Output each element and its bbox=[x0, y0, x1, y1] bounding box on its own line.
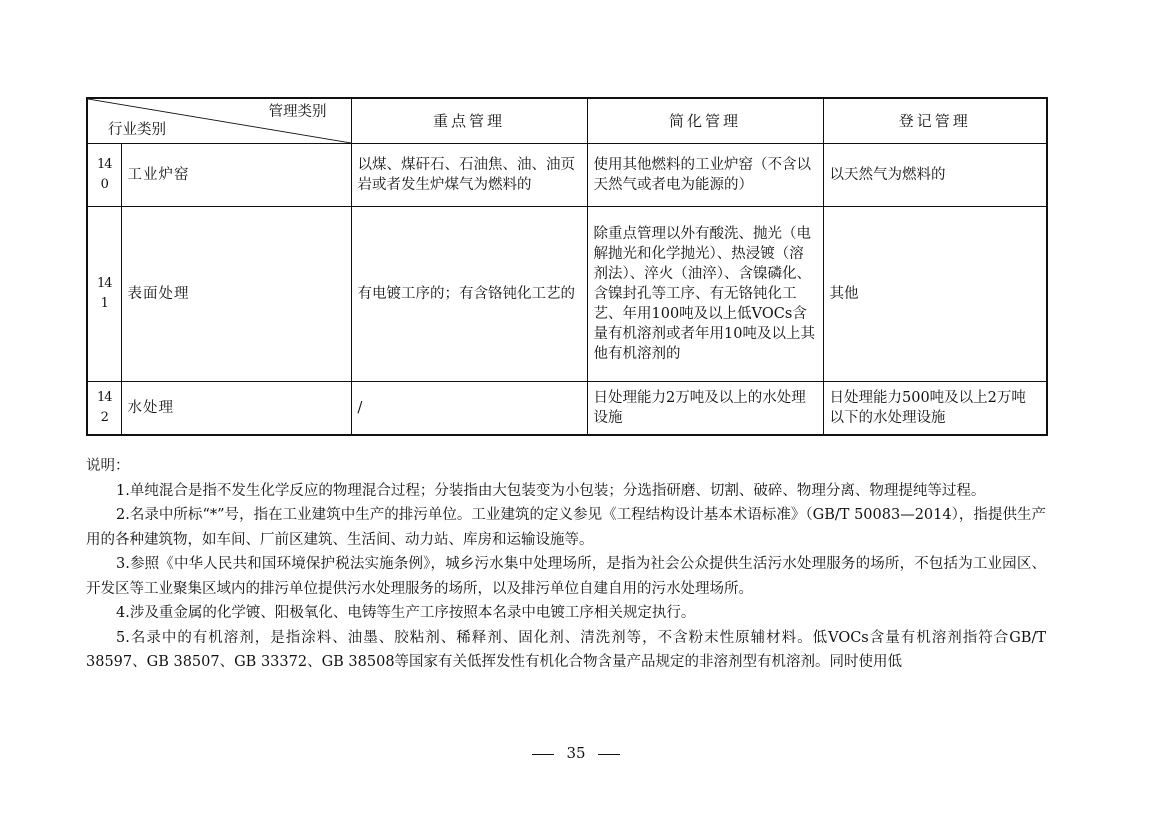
key-management-cell: / bbox=[351, 382, 587, 436]
simplified-management-header: 简化管理 bbox=[587, 98, 823, 144]
row-number: 140 bbox=[87, 144, 121, 207]
industry-name: 水处理 bbox=[121, 382, 351, 436]
pollutant-permit-table bbox=[86, 97, 1048, 436]
table-header-row bbox=[87, 98, 1047, 144]
simplified-management-cell: 除重点管理以外有酸洗、抛光（电解抛光和化学抛光）、热浸镀（溶剂法）、淬火（油淬）、含镍磷化、含镍封孔等工序、有无铬钝化工艺、年用100吨及以上低VOCs含量有机溶剂或者年用10吨及以上其他有机溶剂的 bbox=[587, 207, 823, 382]
page-number: 35 bbox=[566, 744, 586, 762]
row-number: 141 bbox=[87, 207, 121, 382]
diagonal-header-cell bbox=[87, 98, 351, 144]
industry-name: 工业炉窑 bbox=[121, 144, 351, 207]
industry-category-label: 行业类别 bbox=[108, 122, 166, 138]
registration-management-cell: 以天然气为燃料的 bbox=[823, 144, 1047, 207]
note-paragraph-1: 1.单纯混合是指不发生化学反应的物理混合过程；分装指由大包装变为小包装；分选指研磨、切割、破碎、物理分离、物理提纯等过程。 bbox=[116, 482, 986, 499]
table-row bbox=[87, 207, 1047, 382]
registration-management-cell: 日处理能力500吨及以上2万吨以下的水处理设施 bbox=[823, 382, 1047, 436]
industry-name: 表面处理 bbox=[121, 207, 351, 382]
footer-dash-left bbox=[532, 754, 554, 755]
key-management-cell: 以煤、煤矸石、石油焦、油、油页岩或者发生炉煤气为燃料的 bbox=[351, 144, 587, 207]
key-management-cell: 有电镀工序的；有含铬钝化工艺的 bbox=[351, 207, 587, 382]
table-row bbox=[87, 382, 1047, 436]
note-paragraph-5: 5.名录中的有机溶剂，是指涂料、油墨、胶粘剂、稀释剂、固化剂、清洗剂等，不含粉末性原辅材料。低VOCs含量有机溶剂指符合GB/T 38597、GB 38507、GB 33372、GB 38508等国家有关低挥发性有机化合物含量产品规定的非溶剂型有机溶剂。同时使用低 bbox=[86, 629, 1046, 670]
page-footer bbox=[0, 744, 1152, 762]
registration-management-header: 登记管理 bbox=[823, 98, 1047, 144]
footer-dash-right bbox=[598, 754, 620, 755]
simplified-management-cell: 使用其他燃料的工业炉窑（不含以天然气或者电为能源的） bbox=[587, 144, 823, 207]
note-paragraph-4: 4.涉及重金属的化学镀、阳极氧化、电铸等生产工序按照本名录中电镀工序相关规定执行。 bbox=[116, 605, 696, 621]
management-category-label: 管理类别 bbox=[268, 104, 327, 120]
notes-label: 说明： bbox=[86, 458, 130, 474]
registration-management-cell: 其他 bbox=[823, 207, 1047, 382]
notes-section bbox=[86, 454, 1046, 675]
note-paragraph-3: 3.参照《中华人民共和国环境保护税法实施条例》，城乡污水集中处理场所，是指为社会公众提供生活污水处理服务的场所，不包括为工业园区、开发区等工业聚集区域内的排污单位提供污水处理服务的场所，以及排污单位自建自用的污水处理场所。 bbox=[86, 556, 1046, 597]
row-number: 142 bbox=[87, 382, 121, 436]
table-row bbox=[87, 144, 1047, 207]
note-paragraph-2: 2.名录中所标“*”号，指在工业建筑中生产的排污单位。工业建筑的定义参见《工程结构设计基本术语标准》（GB/T 50083—2014），指提供生产用的各种建筑物，如车间、厂前区建筑、生活间、动力站、库房和运输设施等。 bbox=[86, 507, 1046, 548]
simplified-management-cell: 日处理能力2万吨及以上的水处理设施 bbox=[587, 382, 823, 436]
key-management-header: 重点管理 bbox=[351, 98, 587, 144]
